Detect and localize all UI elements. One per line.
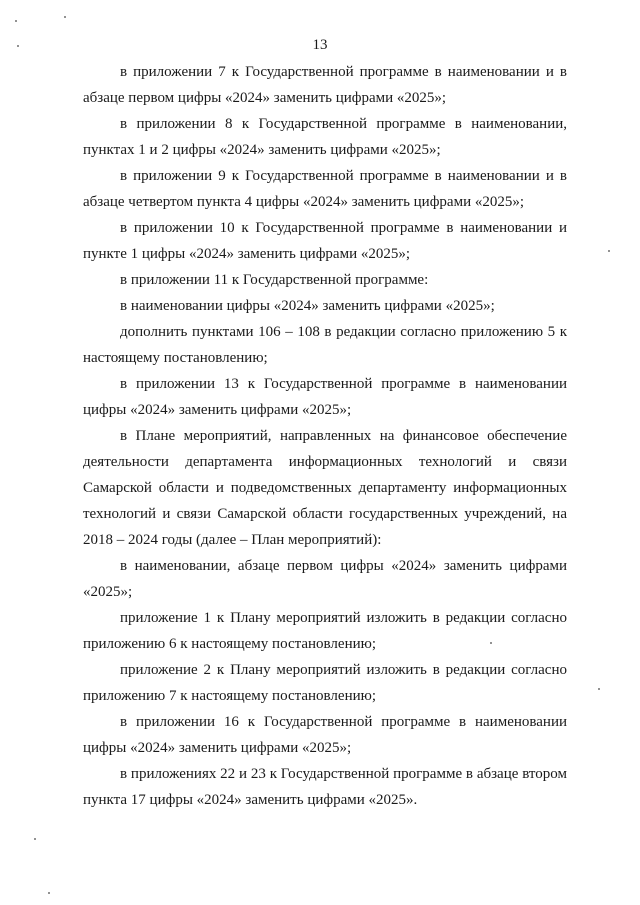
scan-speck bbox=[15, 20, 17, 22]
paragraph: в приложениях 22 и 23 к Государственной программе в абзаце втором пункта 17 цифры «2024» заменить цифрами «2025». bbox=[83, 766, 567, 808]
paragraph: в наименовании цифры «2024» заменить цифрами «2025»; bbox=[120, 298, 495, 314]
paragraph: приложение 2 к Плану мероприятий изложить в редакции согласно приложению 7 к настоящему постановлению; bbox=[83, 662, 567, 704]
paragraph: в приложении 9 к Государственной программе в наименовании и в абзаце четвертом пункта 4 цифры «2024» заменить цифрами «2025»; bbox=[83, 168, 567, 210]
paragraph: дополнить пунктами 106 – 108 в редакции согласно приложению 5 к настоящему постановлению; bbox=[83, 324, 567, 366]
scan-speck bbox=[34, 838, 36, 840]
paragraph: в наименовании, абзаце первом цифры «2024» заменить цифрами «2025»; bbox=[83, 558, 567, 600]
paragraph: в приложении 7 к Государственной программе в наименовании и в абзаце первом цифры «2024» заменить цифрами «2025»; bbox=[83, 64, 567, 106]
paragraph: в Плане мероприятий, направленных на финансовое обеспечение деятельности департамента информационных технологий и связи Самарской области и подведомственных департаменту информационных технологий и связи Самарской области государственных учреждений, на 2018 – 2024 годы (далее – План мероприятий): bbox=[83, 428, 567, 548]
scan-speck bbox=[608, 250, 610, 252]
scan-speck bbox=[48, 892, 50, 894]
paragraph: в приложении 8 к Государственной программе в наименовании, пунктах 1 и 2 цифры «2024» заменить цифрами «2025»; bbox=[83, 116, 567, 158]
paragraph: приложение 1 к Плану мероприятий изложить в редакции согласно приложению 6 к настоящему постановлению; bbox=[83, 610, 567, 652]
paragraph: в приложении 16 к Государственной программе в наименовании цифры «2024» заменить цифрами «2025»; bbox=[83, 714, 567, 756]
scan-speck bbox=[598, 688, 600, 690]
scan-speck bbox=[17, 45, 19, 47]
scan-speck bbox=[490, 642, 492, 644]
document-body bbox=[83, 59, 567, 813]
paragraph: в приложении 11 к Государственной программе: bbox=[120, 272, 429, 288]
page-number: 13 bbox=[312, 37, 328, 53]
scan-speck bbox=[64, 16, 66, 18]
paragraph: в приложении 13 к Государственной программе в наименовании цифры «2024» заменить цифрами «2025»; bbox=[83, 376, 567, 418]
paragraph: в приложении 10 к Государственной программе в наименовании и пункте 1 цифры «2024» заменить цифрами «2025»; bbox=[83, 220, 567, 262]
